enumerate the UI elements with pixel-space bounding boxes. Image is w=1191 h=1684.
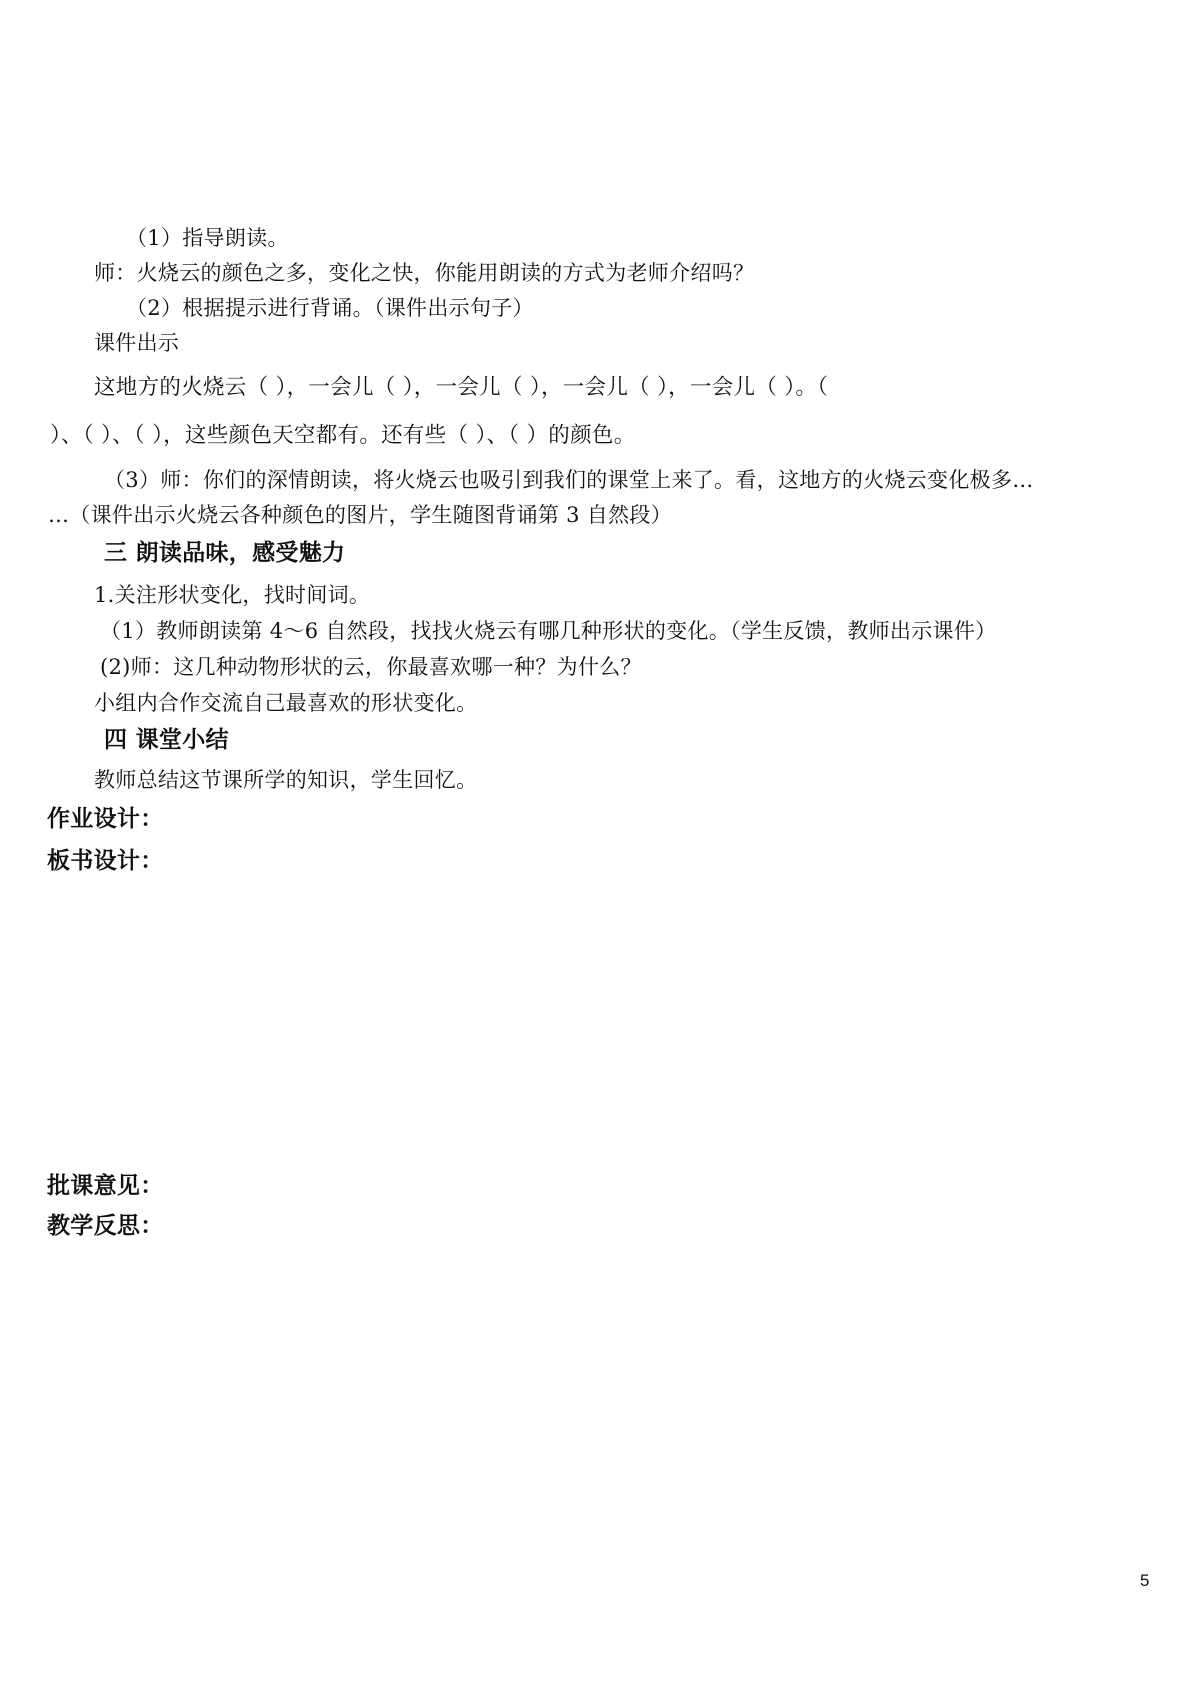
homework-design-label: 作业设计： bbox=[47, 806, 164, 832]
teacher-step-3-line-1: （3）师：你们的深情朗读，将火烧云也吸引到我们的课堂上来了。看，这地方的火烧云变化极多… bbox=[104, 468, 1034, 492]
fill-in-sentence-line-2: ）、（ ）、（ ），这些颜色天空都有。还有些（ ）、（ ）的颜色。 bbox=[50, 423, 636, 448]
recite-step: （2）根据提示进行背诵。（课件出示句子） bbox=[126, 296, 534, 320]
guide-reading-step: （1）指导朗读。 bbox=[126, 226, 289, 250]
teacher-prompt-reading: 师：火烧云的颜色之多，变化之快，你能用朗读的方式为老师介绍吗？ bbox=[94, 261, 755, 285]
group-discussion: 小组内合作交流自己最喜欢的形状变化。 bbox=[94, 691, 478, 715]
teaching-reflection-label: 教学反思： bbox=[47, 1213, 164, 1239]
page-number: 5 bbox=[1140, 1571, 1150, 1590]
fill-in-sentence-line-1: 这地方的火烧云（ ），一会儿（ ），一会儿（ ），一会儿（ ），一会儿（ ）。（ bbox=[94, 375, 829, 400]
shape-change-item: 1.关注形状变化，找时间词。 bbox=[94, 583, 371, 607]
teacher-question-animals: (2)师：这几种动物形状的云，你最喜欢哪一种？为什么？ bbox=[100, 655, 642, 679]
courseware-show-label: 课件出示 bbox=[94, 331, 180, 355]
board-design-label: 板书设计： bbox=[47, 848, 164, 874]
lesson-review-label: 批课意见： bbox=[47, 1173, 164, 1199]
summary-text: 教师总结这节课所学的知识，学生回忆。 bbox=[94, 768, 478, 792]
teacher-read-paragraphs: （1）教师朗读第 4～6 自然段，找找火烧云有哪几种形状的变化。（学生反馈，教师出示课件） bbox=[100, 619, 997, 643]
teacher-step-3-line-2: …（课件出示火烧云各种颜色的图片，学生随图背诵第 3 自然段） bbox=[48, 503, 673, 527]
section-heading-four: 四 课堂小结 bbox=[104, 727, 229, 753]
section-heading-three: 三 朗读品味，感受魅力 bbox=[104, 540, 346, 566]
